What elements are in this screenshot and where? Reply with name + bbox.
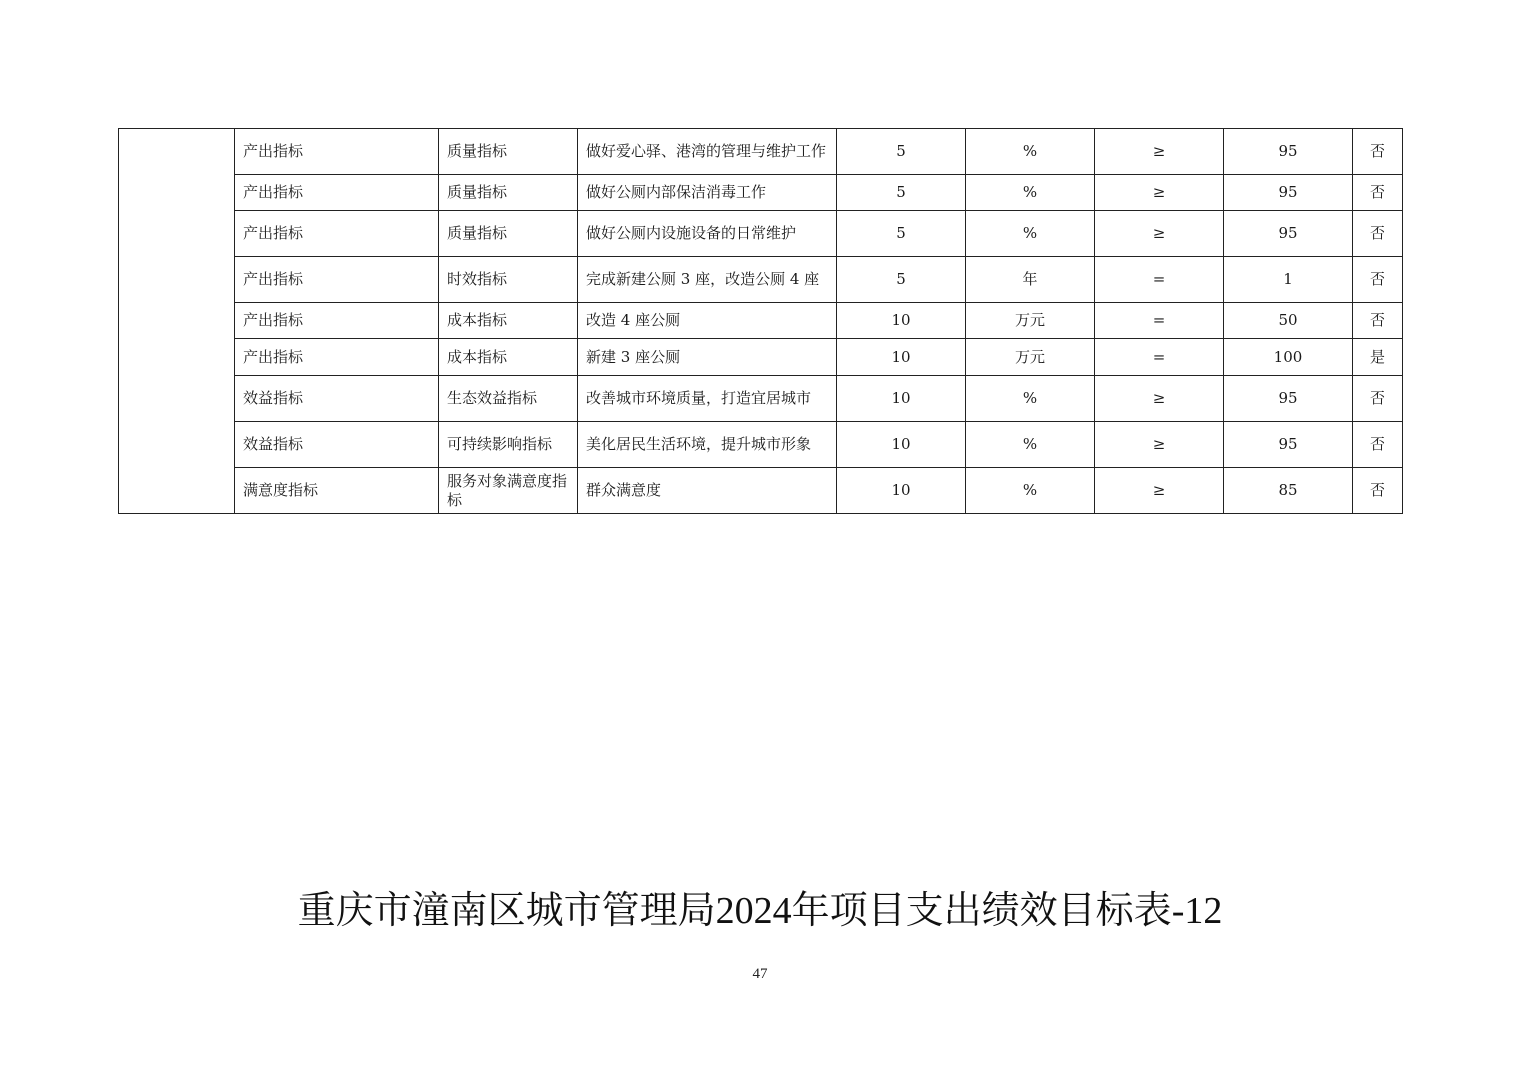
operator-cell: ≥ <box>1095 376 1224 422</box>
core-indicator-cell: 否 <box>1353 175 1403 211</box>
level2-indicator-cell: 可持续影响指标 <box>439 422 578 468</box>
core-indicator-cell: 否 <box>1353 376 1403 422</box>
level2-indicator-cell: 成本指标 <box>439 339 578 376</box>
core-indicator-cell: 否 <box>1353 422 1403 468</box>
level2-indicator-cell: 质量指标 <box>439 175 578 211</box>
level3-indicator-cell: 改造 4 座公厕 <box>578 303 837 339</box>
target-value-cell: 95 <box>1224 129 1353 175</box>
level2-indicator-cell: 质量指标 <box>439 129 578 175</box>
weight-cell: 5 <box>837 175 966 211</box>
weight-cell: 10 <box>837 468 966 514</box>
target-value-cell: 85 <box>1224 468 1353 514</box>
operator-cell: ≥ <box>1095 468 1224 514</box>
target-value-cell: 95 <box>1224 211 1353 257</box>
weight-cell: 5 <box>837 129 966 175</box>
table-row <box>119 339 1403 376</box>
table-row <box>119 257 1403 303</box>
level1-indicator-cell: 产出指标 <box>235 211 439 257</box>
level2-indicator-cell: 服务对象满意度指标 <box>439 468 578 514</box>
level2-indicator-cell: 成本指标 <box>439 303 578 339</box>
operator-cell: = <box>1095 257 1224 303</box>
merged-project-cell <box>119 129 235 514</box>
level2-indicator-cell: 质量指标 <box>439 211 578 257</box>
unit-cell: % <box>966 129 1095 175</box>
level1-indicator-cell: 效益指标 <box>235 376 439 422</box>
core-indicator-cell: 否 <box>1353 257 1403 303</box>
title-body: 年项目支出绩效目标表 <box>791 888 1172 932</box>
performance-indicator-table <box>118 128 1403 514</box>
title-prefix: 重庆市潼南区城市管理局 <box>297 888 716 932</box>
unit-cell: % <box>966 468 1095 514</box>
unit-cell: 万元 <box>966 303 1095 339</box>
core-indicator-cell: 否 <box>1353 303 1403 339</box>
level1-indicator-cell: 产出指标 <box>235 303 439 339</box>
level1-indicator-cell: 效益指标 <box>235 422 439 468</box>
weight-cell: 10 <box>837 339 966 376</box>
table-row <box>119 468 1403 514</box>
operator-cell: ≥ <box>1095 129 1224 175</box>
title-year: 2024 <box>715 890 792 932</box>
level3-indicator-cell: 新建 3 座公厕 <box>578 339 837 376</box>
weight-cell: 10 <box>837 422 966 468</box>
table-row <box>119 211 1403 257</box>
weight-cell: 10 <box>837 376 966 422</box>
level3-indicator-cell: 改善城市环境质量，打造宜居城市 <box>578 376 837 422</box>
core-indicator-cell: 否 <box>1353 468 1403 514</box>
unit-cell: % <box>966 211 1095 257</box>
target-value-cell: 95 <box>1224 422 1353 468</box>
target-value-cell: 100 <box>1224 339 1353 376</box>
operator-cell: ≥ <box>1095 175 1224 211</box>
document-title <box>0 884 1520 937</box>
table-row <box>119 129 1403 175</box>
target-value-cell: 95 <box>1224 175 1353 211</box>
target-value-cell: 1 <box>1224 257 1353 303</box>
operator-cell: = <box>1095 303 1224 339</box>
level3-indicator-cell: 做好爱心驿、港湾的管理与维护工作 <box>578 129 837 175</box>
level1-indicator-cell: 产出指标 <box>235 175 439 211</box>
operator-cell: = <box>1095 339 1224 376</box>
level1-indicator-cell: 满意度指标 <box>235 468 439 514</box>
operator-cell: ≥ <box>1095 211 1224 257</box>
target-value-cell: 50 <box>1224 303 1353 339</box>
level2-indicator-cell: 时效指标 <box>439 257 578 303</box>
unit-cell: 年 <box>966 257 1095 303</box>
table-row <box>119 175 1403 211</box>
table-row <box>119 376 1403 422</box>
weight-cell: 5 <box>837 211 966 257</box>
page-number: 47 <box>752 966 768 982</box>
title-suffix: -12 <box>1171 890 1223 932</box>
level1-indicator-cell: 产出指标 <box>235 129 439 175</box>
level3-indicator-cell: 做好公厕内部保洁消毒工作 <box>578 175 837 211</box>
level3-indicator-cell: 做好公厕内设施设备的日常维护 <box>578 211 837 257</box>
core-indicator-cell: 是 <box>1353 339 1403 376</box>
target-value-cell: 95 <box>1224 376 1353 422</box>
unit-cell: % <box>966 175 1095 211</box>
core-indicator-cell: 否 <box>1353 211 1403 257</box>
weight-cell: 5 <box>837 257 966 303</box>
level3-indicator-cell: 群众满意度 <box>578 468 837 514</box>
level3-indicator-cell: 美化居民生活环境，提升城市形象 <box>578 422 837 468</box>
table-row <box>119 303 1403 339</box>
unit-cell: % <box>966 422 1095 468</box>
core-indicator-cell: 否 <box>1353 129 1403 175</box>
level1-indicator-cell: 产出指标 <box>235 257 439 303</box>
unit-cell: 万元 <box>966 339 1095 376</box>
weight-cell: 10 <box>837 303 966 339</box>
level2-indicator-cell: 生态效益指标 <box>439 376 578 422</box>
table-row <box>119 422 1403 468</box>
level1-indicator-cell: 产出指标 <box>235 339 439 376</box>
level3-indicator-cell: 完成新建公厕 3 座，改造公厕 4 座 <box>578 257 837 303</box>
unit-cell: % <box>966 376 1095 422</box>
operator-cell: ≥ <box>1095 422 1224 468</box>
